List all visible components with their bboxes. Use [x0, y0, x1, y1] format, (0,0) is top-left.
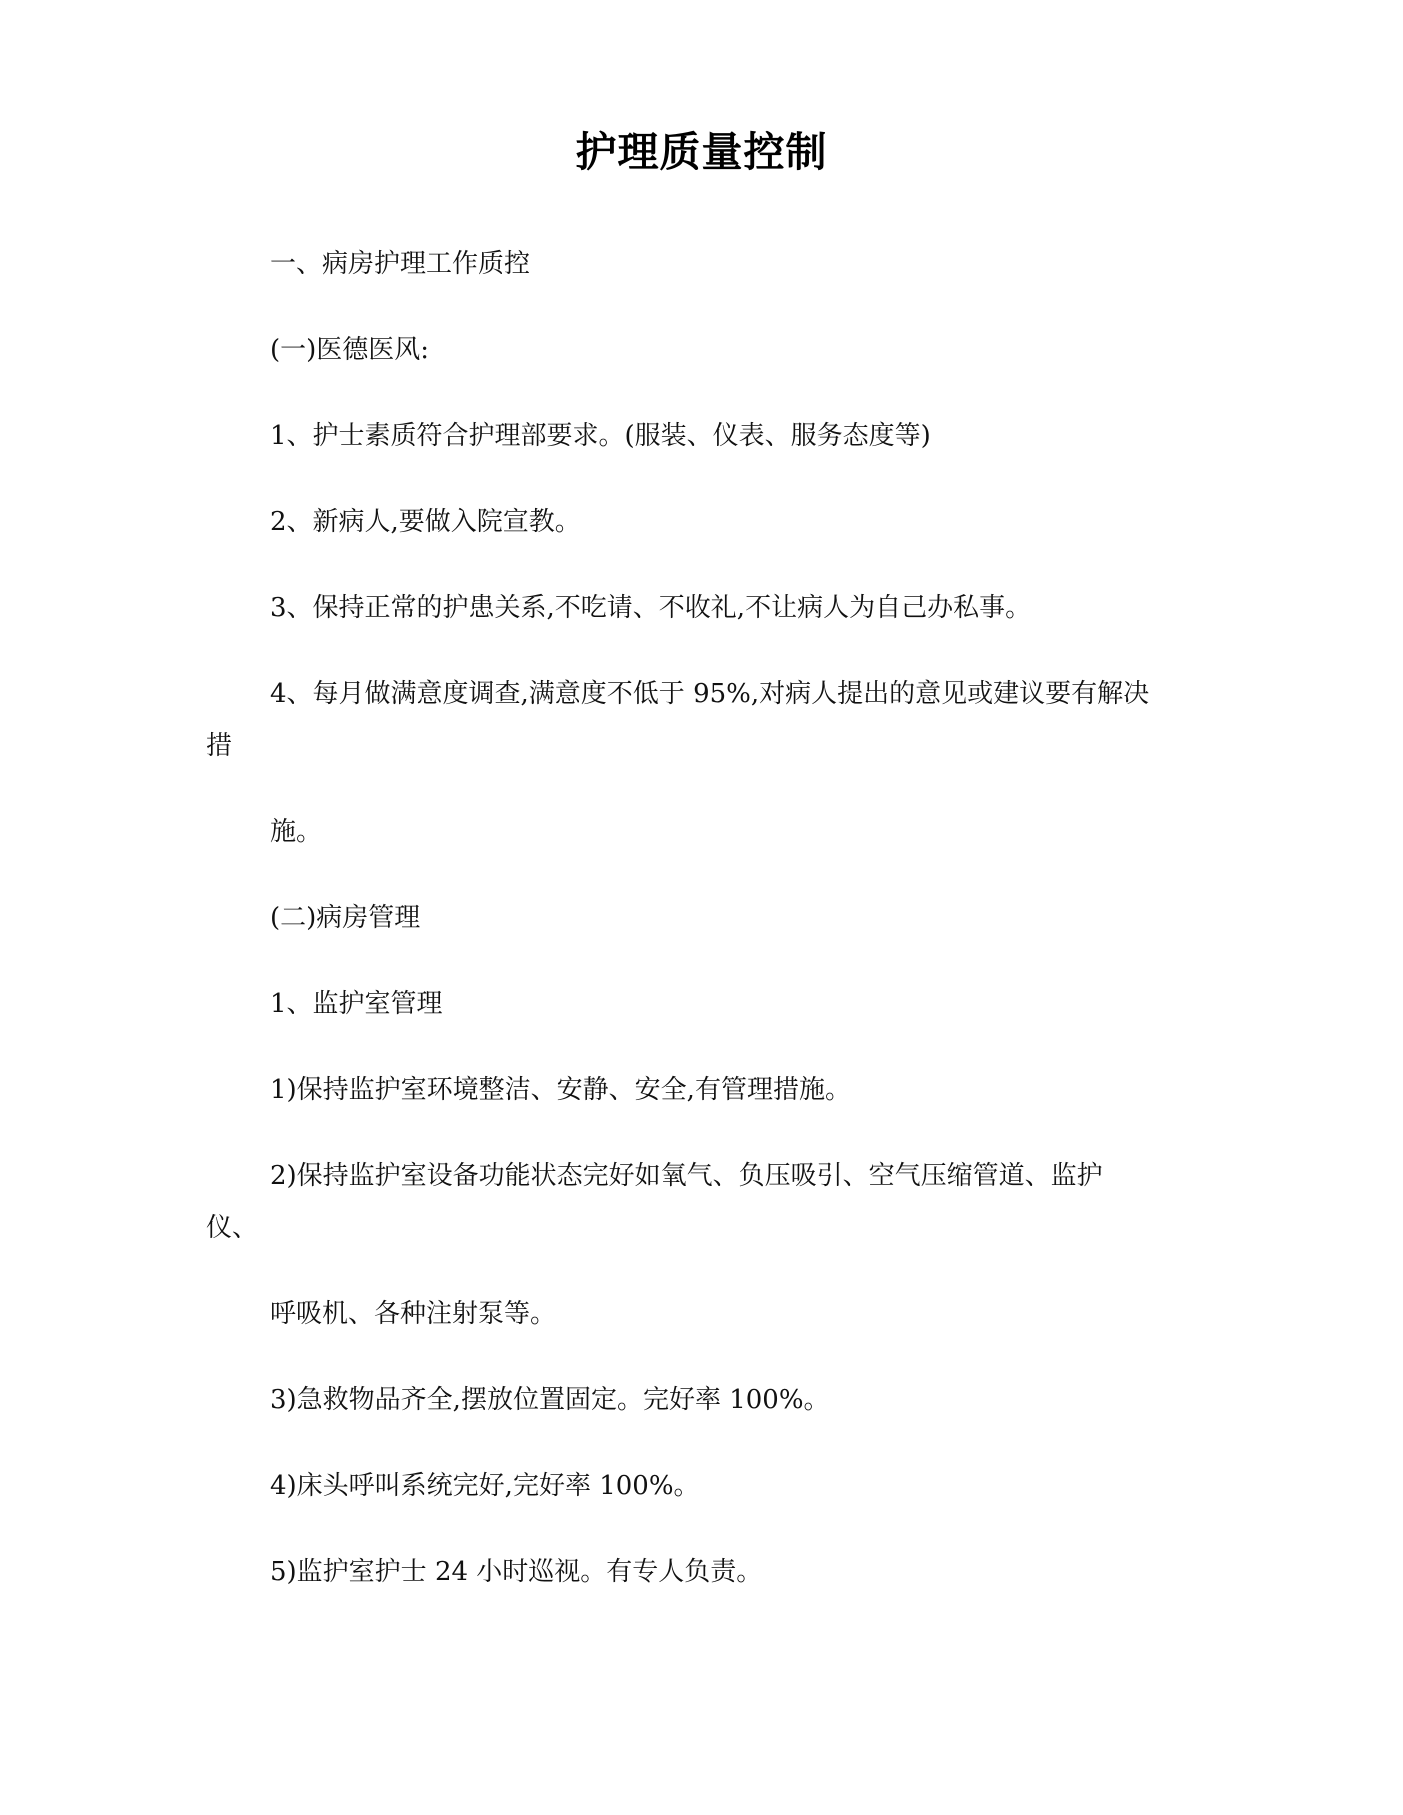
- section-heading-ward-nursing: 一、病房护理工作质控: [270, 249, 531, 279]
- paragraph-line-wrap: 仪、: [206, 1213, 259, 1243]
- paragraph-line: 4)床头呼叫系统完好,完好率 100%。: [270, 1471, 700, 1501]
- paragraph-line: 4、每月做满意度调查,满意度不低于 95%,对病人提出的意见或建议要有解决: [270, 679, 1150, 709]
- paragraph-line: 施。: [270, 817, 323, 847]
- document-title: 护理质量控制: [575, 128, 828, 176]
- paragraph-line: 1)保持监护室环境整洁、安静、安全,有管理措施。: [270, 1075, 851, 1105]
- paragraph-line: 3、保持正常的护患关系,不吃请、不收礼,不让病人为自己办私事。: [270, 593, 1032, 623]
- paragraph-line: 2)保持监护室设备功能状态完好如氧气、负压吸引、空气压缩管道、监护: [270, 1161, 1103, 1191]
- paragraph-line: 1、护士素质符合护理部要求。(服装、仪表、服务态度等): [270, 421, 931, 451]
- subsection-heading-ward-management: (二)病房管理: [270, 903, 421, 933]
- paragraph-line: 2、新病人,要做入院宣教。: [270, 507, 581, 537]
- paragraph-line: 5)监护室护士 24 小时巡视。有专人负责。: [270, 1557, 763, 1587]
- paragraph-line: 呼吸机、各种注射泵等。: [270, 1299, 557, 1329]
- paragraph-line: 3)急救物品齐全,摆放位置固定。完好率 100%。: [270, 1385, 830, 1415]
- paragraph-line-wrap: 措: [206, 731, 233, 761]
- subsection-heading-medical-ethics: (一)医德医风:: [270, 335, 430, 365]
- item-heading-monitoring-room: 1、监护室管理: [270, 989, 443, 1019]
